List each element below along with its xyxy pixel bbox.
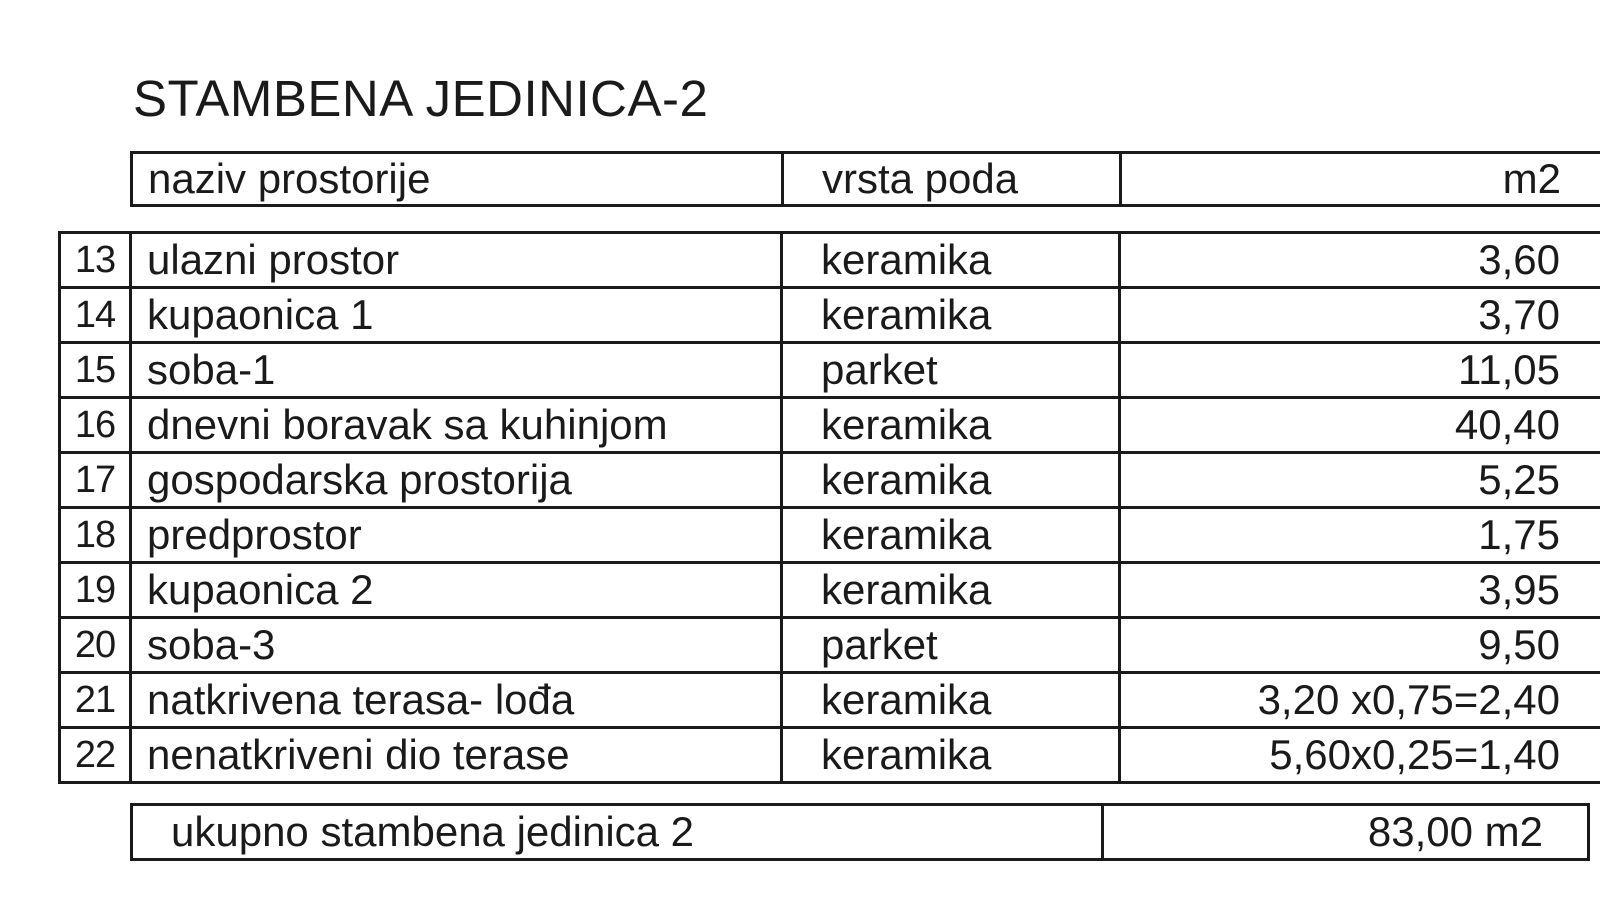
room-number: 17 (60, 453, 131, 508)
room-name: nenatkriveni dio terase (131, 728, 782, 783)
table-row (60, 673, 1600, 728)
total-label: ukupno stambena jedinica 2 (132, 805, 1103, 860)
room-name: dnevni boravak sa kuhinjom (131, 398, 782, 453)
room-name: soba-1 (131, 343, 782, 398)
table-row (60, 508, 1600, 563)
room-name: ulazni prostor (131, 233, 782, 288)
room-floor: keramika (782, 563, 1120, 618)
room-floor: keramika (782, 288, 1120, 343)
table-row (60, 343, 1600, 398)
room-area: 40,40 (1120, 398, 1600, 453)
room-number: 13 (60, 233, 131, 288)
room-number: 14 (60, 288, 131, 343)
table-row (60, 398, 1600, 453)
room-number: 20 (60, 618, 131, 673)
room-floor: keramika (782, 728, 1120, 783)
room-floor: keramika (782, 673, 1120, 728)
room-number: 19 (60, 563, 131, 618)
room-area: 3,95 (1120, 563, 1600, 618)
room-name: kupaonica 1 (131, 288, 782, 343)
table-row (60, 233, 1600, 288)
table-row (60, 288, 1600, 343)
room-number: 18 (60, 508, 131, 563)
room-area: 5,60x0,25=1,40 (1120, 728, 1600, 783)
room-area: 5,25 (1120, 453, 1600, 508)
rooms-body (60, 233, 1600, 783)
room-name: natkrivena terasa- lođa (131, 673, 782, 728)
room-area: 1,75 (1120, 508, 1600, 563)
header-row (132, 153, 1600, 206)
table-row (60, 453, 1600, 508)
room-number: 15 (60, 343, 131, 398)
table-row (60, 728, 1600, 783)
room-name: predprostor (131, 508, 782, 563)
room-floor: parket (782, 343, 1120, 398)
room-floor: keramika (782, 398, 1120, 453)
header-area: m2 (1121, 153, 1600, 206)
room-number: 21 (60, 673, 131, 728)
table-row (60, 563, 1600, 618)
room-floor: keramika (782, 508, 1120, 563)
rooms-table (58, 231, 1600, 784)
page-title: STAMBENA JEDINICA-2 (133, 70, 709, 127)
total-row (132, 805, 1589, 860)
room-area: 3,70 (1120, 288, 1600, 343)
room-floor: keramika (782, 453, 1120, 508)
room-number: 16 (60, 398, 131, 453)
room-name: gospodarska prostorija (131, 453, 782, 508)
room-name: kupaonica 2 (131, 563, 782, 618)
header-floor-type: vrsta poda (783, 153, 1121, 206)
total-value: 83,00 m2 (1103, 805, 1589, 860)
table-row (60, 618, 1600, 673)
room-floor: parket (782, 618, 1120, 673)
room-area: 11,05 (1120, 343, 1600, 398)
header-table (130, 151, 1600, 207)
total-table (130, 803, 1590, 861)
room-area: 3,20 x0,75=2,40 (1120, 673, 1600, 728)
room-floor: keramika (782, 233, 1120, 288)
room-area: 9,50 (1120, 618, 1600, 673)
room-name: soba-3 (131, 618, 782, 673)
header-room-name: naziv prostorije (132, 153, 783, 206)
room-number: 22 (60, 728, 131, 783)
room-area: 3,60 (1120, 233, 1600, 288)
